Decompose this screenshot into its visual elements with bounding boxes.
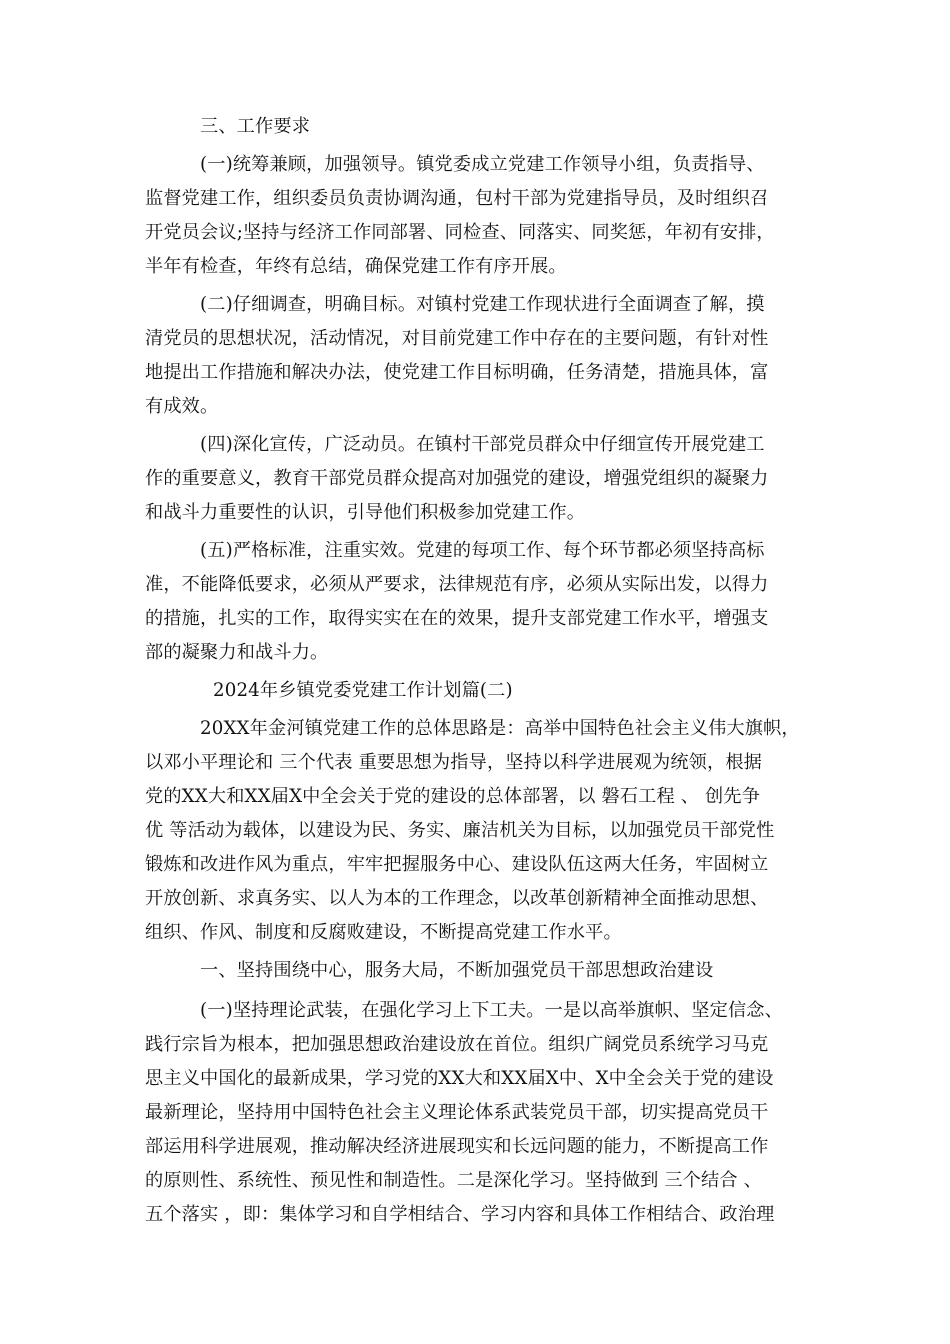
paragraph-line: (一)坚持理论武装，在强化学习上下工夫。一是以高举旗帜、坚定信念、 [200, 1000, 783, 1021]
paragraph-line: 准，不能降低要求，必须从严要求，法律规范有序，必须从实际出发，以得力 [145, 574, 769, 595]
paragraph-line: 优 等活动为载体，以建设为民、务实、廉洁机关为目标，以加强党员干部党性 [145, 820, 775, 841]
paragraph-line: 半年有检查，年终有总结，确保党建工作有序开展。 [145, 256, 567, 277]
section-title: 2024年乡镇党委党建工作计划篇(二) [213, 680, 513, 701]
paragraph-line: 锻炼和改进作风为重点，牢牢把握服务中心、建设队伍这两大任务，牢固树立 [145, 854, 769, 875]
paragraph-line: 部运用科学进展观，推动解决经济进展现实和长远问题的能力，不断提高工作 [145, 1136, 769, 1157]
paragraph-line: 的措施，扎实的工作，取得实实在在的效果，提升支部党建工作水平，增强支 [145, 608, 769, 629]
paragraph-line: 践行宗旨为根本，把加强思想政治建设放在首位。组织广阔党员系统学习马克 [145, 1034, 769, 1055]
paragraph-line: 作的重要意义，教育干部党员群众提高对加强党的建设，增强党组织的凝聚力 [145, 468, 769, 489]
paragraph-line: 五个落实 ，即：集体学习和自学相结合、学习内容和具体工作相结合、政治理 [145, 1204, 775, 1225]
paragraph-line: 最新理论，坚持用中国特色社会主义理论体系武装党员干部，切实提高党员干 [145, 1102, 769, 1123]
paragraph-line: 和战斗力重要性的认识，引导他们积极参加党建工作。 [145, 502, 586, 523]
paragraph-line: (一)统筹兼顾，加强领导。镇党委成立党建工作领导小组，负责指导、 [200, 154, 765, 175]
paragraph-line: 开党员会议;坚持与经济工作同部署、同检查、同落实、同奖惩，年初有安排， [145, 222, 775, 243]
paragraph-line: 党的XX大和XX届X中全会关于党的建设的总体部署，以 磐石工程 、 创先争 [145, 786, 761, 807]
paragraph-line: 部的凝聚力和战斗力。 [145, 642, 329, 663]
paragraph-line: 地提出工作措施和解决办法，使党建工作目标明确，任务清楚，措施具体，富 [145, 362, 769, 383]
paragraph-line: 有成效。 [145, 396, 219, 417]
paragraph-line: (四)深化宣传，广泛动员。在镇村干部党员群众中仔细宣传开展党建工 [200, 434, 765, 455]
heading-work-requirements: 三、工作要求 [200, 116, 311, 137]
paragraph-line: 清党员的思想状况，活动情况，对目前党建工作中存在的主要问题，有针对性 [145, 328, 769, 349]
paragraph-line: 20XX年金河镇党建工作的总体思路是：高举中国特色社会主义伟大旗帜， [200, 718, 800, 739]
paragraph-line: 思主义中国化的最新成果，学习党的XX大和XX届X中、X中全会关于党的建设 [145, 1068, 774, 1089]
paragraph-line: 以邓小平理论和 三个代表 重要思想为指导，坚持以科学进展观为统领，根据 [145, 752, 763, 773]
paragraph-line: 监督党建工作，组织委员负责协调沟通，包村干部为党建指导员，及时组织召 [145, 188, 769, 209]
paragraph-line: (五)严格标准，注重实效。党建的每项工作、每个环节都必须坚持高标 [200, 540, 765, 561]
paragraph-line: 组织、作风、制度和反腐败建设，不断提高党建工作水平。 [145, 922, 622, 943]
heading-one: 一、坚持围绕中心，服务大局，不断加强党员干部思想政治建设 [200, 960, 714, 981]
paragraph-line: 开放创新、求真务实、以人为本的工作理念，以改革创新精神全面推动思想、 [145, 888, 769, 909]
paragraph-line: (二)仔细调查，明确目标。对镇村党建工作现状进行全面调查了解，摸 [200, 294, 765, 315]
paragraph-line: 的原则性、系统性、预见性和制造性。二是深化学习。坚持做到 三个结合 、 [145, 1170, 763, 1191]
